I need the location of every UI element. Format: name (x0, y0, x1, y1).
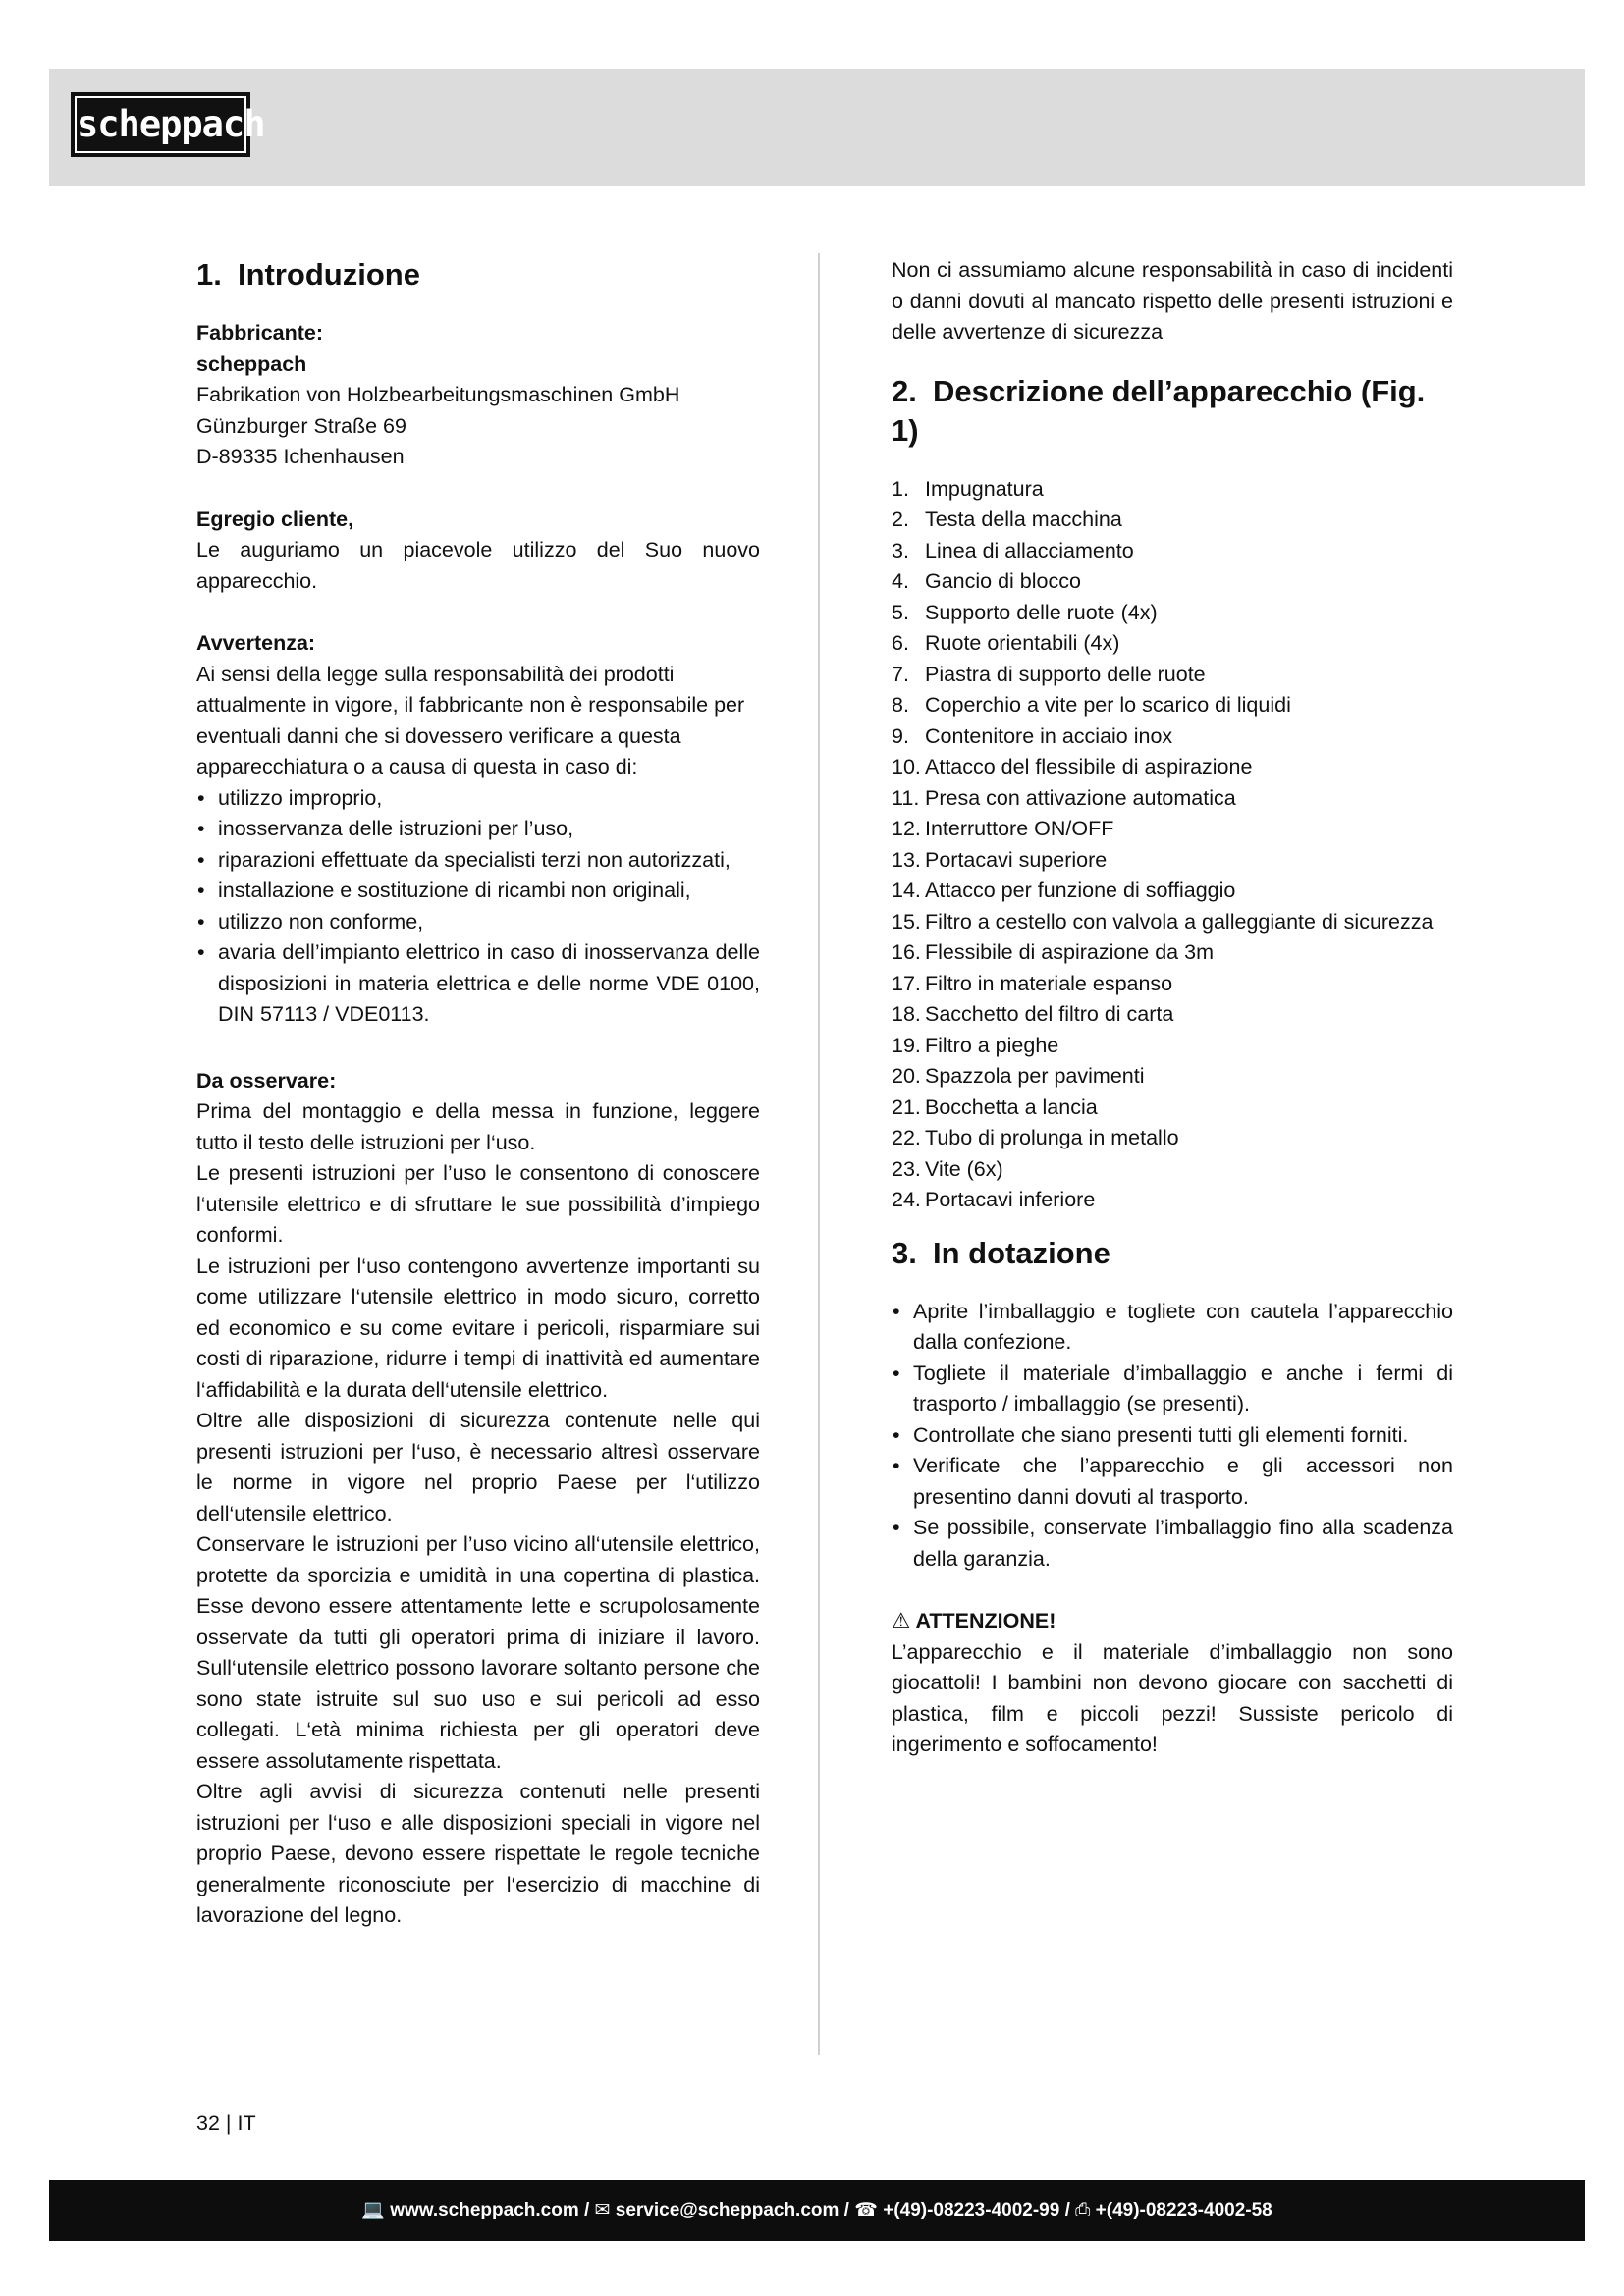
notice-label: Avvertenza: (196, 631, 316, 655)
part-label: Flessibile di aspirazione da 3m (925, 940, 1214, 964)
liability-text: Non ci assumiamo alcune responsabilità in caso di incidenti o danni dovuti al mancato rispetto delle presenti istruzioni e delle avvertenze di sicurezza (892, 258, 1453, 344)
part-label: Attacco del flessibile di aspirazione (925, 755, 1253, 778)
part-item (892, 845, 1453, 877)
part-number: 24. (892, 1188, 921, 1211)
part-label: Sacchetto del filtro di carta (925, 1002, 1174, 1026)
column-divider (818, 253, 820, 2055)
mail-icon: ✉ (594, 2200, 611, 2220)
part-label: Filtro a cestello con valvola a galleggiante di sicurezza (925, 909, 1434, 934)
part-number: 11. (892, 785, 920, 810)
part-item (892, 566, 1453, 598)
observe-label: Da osservare: (196, 1068, 337, 1093)
list-item: • utilizzo non conforme, (196, 907, 760, 938)
part-number: 9. (892, 723, 909, 748)
part-label: Tubo di prolunga in metallo (925, 1126, 1179, 1149)
part-label: Impugnatura (925, 476, 1044, 501)
list-item: • inosservanza delle istruzioni per l’uso, (196, 814, 760, 845)
part-label: Bocchetta a lancia (925, 1095, 1098, 1119)
phone-number: +(49)-08223-4002-99 (883, 2200, 1060, 2220)
part-number: 3. (892, 538, 909, 562)
page-header (49, 69, 1585, 186)
right-column (892, 255, 1453, 1761)
part-number: 20. (892, 1064, 921, 1088)
part-number: 19. (892, 1033, 921, 1057)
part-item (892, 628, 1453, 660)
list-item: • Se possibile, conservate l’imballaggio fino alla scadenza della garanzia. (892, 1513, 1453, 1575)
part-item (892, 1123, 1453, 1154)
part-label: Portacavi inferiore (925, 1188, 1096, 1211)
part-label: Piastra di supporto delle ruote (925, 662, 1206, 686)
list-item: • installazione e sostituzione di ricambi non originali, (196, 876, 760, 907)
part-number: 21. (892, 1095, 921, 1119)
part-item (892, 536, 1453, 567)
part-item (892, 1154, 1453, 1186)
manufacturer-address-line: Günzburger Straße 69 (196, 413, 406, 438)
part-item (892, 814, 1453, 845)
brand-logo-text: scheppach (75, 96, 246, 153)
part-label: Coperchio a vite per lo scarico di liquidi (925, 693, 1291, 717)
footer-contact-bar: 💻 www.scheppach.com / ✉ service@scheppach.com / ☎ +(49)-08223-4002-99 / ⎙ +(49)-08223-4002-58 (49, 2180, 1585, 2241)
part-number: 23. (892, 1156, 921, 1181)
part-label: Presa con attivazione automatica (925, 785, 1236, 810)
website-link[interactable]: www.scheppach.com (390, 2200, 579, 2220)
part-item (892, 937, 1453, 969)
warning-text: L’apparecchio e il materiale d’imballaggio non sono giocattoli! I bambini non devono giocare con sacchetti di plastica, film e piccoli pezzi! Sussiste pericolo di ingerimento e soffocamento! (892, 1639, 1453, 1756)
email-link[interactable]: service@scheppach.com (615, 2200, 839, 2220)
part-number: 4. (892, 569, 909, 593)
supply-list (892, 1297, 1453, 1575)
manufacturer-address-line: Fabrikation von Holzbearbeitungsmaschinen GmbH (196, 383, 680, 406)
notice-list (196, 783, 760, 1031)
part-label: Supporto delle ruote (4x) (925, 600, 1158, 624)
greeting-label: Egregio cliente, (196, 507, 354, 531)
manufacturer-name: scheppach (196, 351, 307, 376)
part-item (892, 1093, 1453, 1124)
part-number: 15. (892, 909, 921, 934)
part-number: 18. (892, 1002, 921, 1026)
part-item (892, 969, 1453, 1000)
observe-paragraph: Le istruzioni per l‘uso contengono avvertenze importanti su come utilizzare l‘utensile elettrico in modo sicuro, corretto ed economico e su come evitare i pericoli, risparmiare sui costi di riparazione, ridurre i tempi di inattività ed aumentare l‘affidabilità e la durata dell‘utensile elettrico. (196, 1254, 760, 1402)
part-number: 10. (892, 755, 921, 778)
part-number: 14. (892, 879, 921, 902)
observe-paragraph: Conservare le istruzioni per l’uso vicino all‘utensile elettrico, protette da sporcizia e umidità in una copertina di plastica. Esse devono essere attentamente lette e scrupolosamente osservate da tutti gli operatori prima di iniziare il lavoro. Sull‘utensile elettrico possono lavorare soltanto persone che sono state istruite sul suo uso e sui pericoli ad esso collegati. L‘età minima richiesta per gli operatori deve essere assolutamente rispettata. (196, 1532, 760, 1773)
part-label: Ruote orientabili (4x) (925, 631, 1120, 655)
fax-number: +(49)-08223-4002-58 (1095, 2200, 1272, 2220)
phone-icon: ☎ (854, 2200, 878, 2220)
part-number: 7. (892, 662, 909, 686)
part-item (892, 660, 1453, 691)
part-number: 13. (892, 847, 921, 872)
notice-text: Ai sensi della legge sulla responsabilità dei prodotti attualmente in vigore, il fabbricante non è responsabile per eventuali danni che si dovessero verificare a questa apparecchiatura o a causa di questa in caso di: (196, 662, 745, 778)
part-label: Spazzola per pavimenti (925, 1064, 1145, 1088)
part-label: Contenitore in acciaio inox (925, 723, 1173, 748)
part-number: 6. (892, 631, 909, 655)
greeting-text: Le auguriamo un piacevole utilizzo del Suo nuovo apparecchio. (196, 538, 760, 593)
part-item (892, 690, 1453, 721)
part-number: 12. (892, 817, 921, 840)
part-item (892, 907, 1453, 938)
part-number: 17. (892, 971, 921, 995)
observe-paragraph: Oltre agli avvisi di sicurezza contenuti nelle presenti istruzioni per l‘uso e alle disposizioni speciali in vigore nel proprio Paese, devono essere rispettate le regole tecniche generalmente riconosciute per l‘esercizio di macchine di lavorazione del legno. (196, 1780, 760, 1927)
part-label: Attacco per funzione di soffiaggio (925, 879, 1236, 902)
part-label: Gancio di blocco (925, 569, 1081, 593)
list-item: • riparazioni effettuate da specialisti terzi non autorizzati, (196, 845, 760, 877)
section-heading-description: 2. Descrizione dell’apparecchio (Fig. 1) (892, 373, 1426, 448)
part-number: 16. (892, 940, 921, 964)
list-item: • utilizzo improprio, (196, 783, 760, 815)
observe-paragraph: Le presenti istruzioni per l’uso le consentono di conoscere l‘utensile elettrico e di sfruttare le sue possibilità d’impiego conformi. (196, 1161, 760, 1247)
part-item (892, 474, 1453, 506)
manufacturer-label: Fabbricante: (196, 321, 324, 345)
part-label: Filtro in materiale espanso (925, 971, 1173, 995)
part-item (892, 1031, 1453, 1062)
part-item (892, 783, 1453, 815)
part-item (892, 721, 1453, 753)
left-column (196, 255, 760, 1932)
part-number: 22. (892, 1126, 921, 1149)
part-item (892, 1061, 1453, 1093)
section-heading-supply: 3. In dotazione (892, 1235, 1110, 1270)
observe-paragraph: Prima del montaggio e della messa in funzione, leggere tutto il testo delle istruzioni per l‘uso. (196, 1099, 760, 1154)
brand-logo (71, 92, 265, 157)
part-item (892, 505, 1453, 536)
part-number: 1. (892, 476, 909, 501)
warning-triangle-icon: ⚠ (892, 1609, 911, 1632)
part-label: Vite (6x) (925, 1156, 1003, 1181)
section-heading-introduction: 1. Introduzione (196, 257, 420, 292)
computer-icon: 💻 (361, 2200, 385, 2220)
part-label: Interruttore ON/OFF (925, 817, 1114, 840)
part-label: Portacavi superiore (925, 847, 1108, 872)
list-item: • Aprite l’imballaggio e togliete con cautela l’apparecchio dalla confezione. (892, 1297, 1453, 1359)
page-number: 32 | IT (196, 2111, 256, 2135)
part-number: 2. (892, 507, 909, 531)
list-item: • Verificate che l’apparecchio e gli accessori non presentino danni dovuti al trasporto. (892, 1451, 1453, 1513)
list-item: • Togliete il materiale d’imballaggio e anche i fermi di trasporto / imballaggio (se presenti). (892, 1359, 1453, 1420)
part-item (892, 1185, 1453, 1216)
part-label: Linea di allacciamento (925, 538, 1134, 562)
manufacturer-address-line: D-89335 Ichenhausen (196, 445, 405, 468)
part-label: Filtro a pieghe (925, 1033, 1059, 1057)
part-item (892, 752, 1453, 783)
part-number: 5. (892, 600, 909, 624)
fax-icon: ⎙ (1075, 2200, 1091, 2220)
part-item (892, 598, 1453, 629)
list-item: • avaria dell’impianto elettrico in caso di inosservanza delle disposizioni in materia elettrica e delle norme VDE 0100, DIN 57113 / VDE0113. (196, 937, 760, 1031)
list-item: • Controllate che siano presenti tutti gli elementi forniti. (892, 1420, 1453, 1452)
warning-heading: ⚠ ATTENZIONE! (892, 1609, 1056, 1632)
parts-list (892, 474, 1453, 1216)
part-label: Testa della macchina (925, 507, 1122, 531)
part-number: 8. (892, 693, 909, 717)
part-item (892, 999, 1453, 1031)
part-item (892, 876, 1453, 907)
observe-paragraph: Oltre alle disposizioni di sicurezza contenute nelle qui presenti istruzioni per l‘uso, è necessario altresì osservare le norme in vigore nel proprio Paese per l‘utilizzo dell‘utensile elettrico. (196, 1409, 760, 1525)
